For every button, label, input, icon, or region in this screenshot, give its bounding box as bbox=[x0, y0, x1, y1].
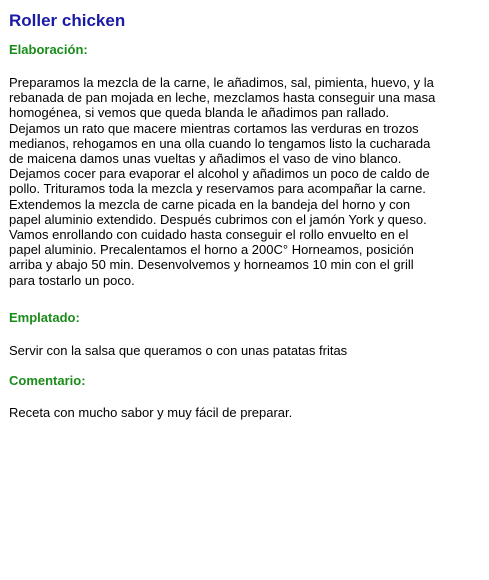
comentario-text: Receta con mucho sabor y muy fácil de preparar. bbox=[9, 405, 293, 420]
elaboracion-text bbox=[9, 75, 481, 288]
elaboracion-line: papel aluminio extendido. Después cubrimos con el jamón York y queso. bbox=[9, 211, 427, 227]
recipe-title: Roller chicken bbox=[9, 11, 126, 30]
elaboracion-line: arriba y abajo 50 min. Desenvolvemos y horneamos 10 min con el grill bbox=[9, 257, 414, 273]
elaboracion-line: papel aluminio. Precalentamos el horno a 200C° Horneamos, posición bbox=[9, 242, 414, 258]
elaboracion-line: rebanada de pan mojada en leche, mezclamos hasta conseguir una masa bbox=[9, 90, 436, 106]
elaboracion-line: Preparamos la mezcla de la carne, le añadimos, sal, pimienta, huevo, y la bbox=[9, 75, 434, 90]
comentario-heading: Comentario: bbox=[9, 373, 86, 388]
elaboracion-heading: Elaboración: bbox=[9, 42, 88, 57]
elaboracion-line: medianos, rehogamos en una olla cuando lo tengamos listo la cucharada bbox=[9, 135, 431, 151]
elaboracion-line: Vamos enrollando con cuidado hasta conseguir el rollo envuelto en el bbox=[9, 227, 409, 243]
elaboracion-line: homogénea, si vemos que queda blanda le añadimos pan rallado. bbox=[9, 105, 390, 121]
elaboracion-line: para tostarlo un poco. bbox=[9, 272, 135, 288]
elaboracion-line: Dejamos un rato que macere mientras cortamos las verduras en trozos bbox=[9, 120, 419, 136]
elaboracion-line: pollo. Trituramos toda la mezcla y reservamos para acompañar la carne. bbox=[9, 181, 426, 197]
elaboracion-line: de maicena damos unas vueltas y añadimos el vaso de vino blanco. bbox=[9, 151, 402, 167]
emplatado-heading: Emplatado: bbox=[9, 310, 80, 325]
emplatado-text: Servir con la salsa que queramos o con unas patatas fritas bbox=[9, 343, 348, 358]
elaboracion-line: Extendemos la mezcla de carne picada en la bandeja del horno y con bbox=[9, 196, 411, 212]
elaboracion-line: Dejamos cocer para evaporar el alcohol y añadimos un poco de caldo de bbox=[9, 166, 430, 182]
